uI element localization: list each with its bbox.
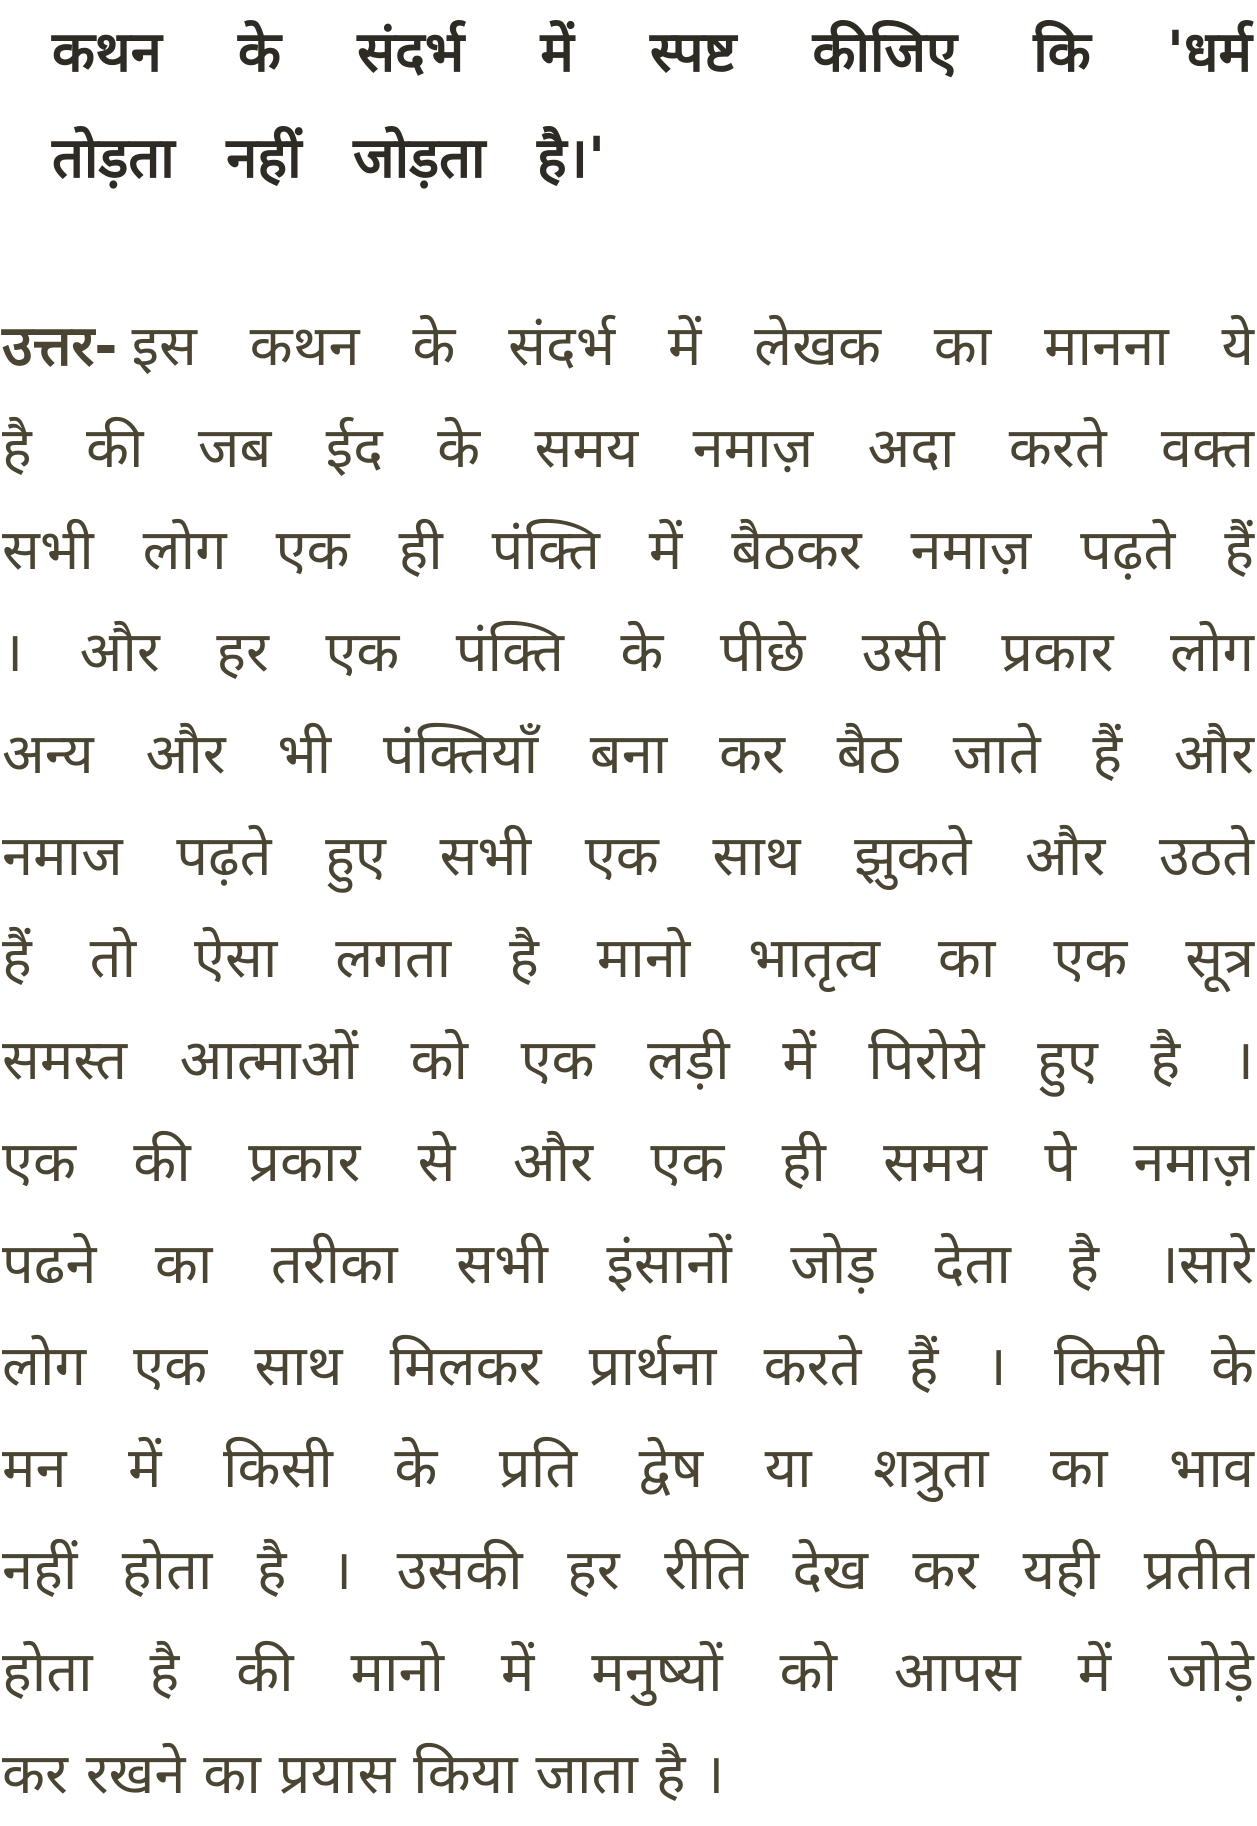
answer-line-4: । और हर एक पंक्ति के पीछे उसी प्रकार लोग [2, 620, 1254, 685]
answer-line-8: समस्त आत्माओं को एक लड़ी में पिरोये हुए है । [2, 1028, 1254, 1093]
answer-line-5: अन्य और भी पंक्तियाँ बना कर बैठ जाते हैं और [2, 722, 1254, 787]
answer-line-1-text: इस कथन के संदर्भ में लेखक का मानना ये [131, 314, 1254, 379]
answer-line-11: लोग एक साथ मिलकर प्रार्थना करते हैं । किसी के [2, 1334, 1254, 1399]
answer-line-7: हैं तो ऐसा लगता है मानो भातृत्व का एक सूत्र [2, 926, 1254, 991]
answer-label: उत्तर- [2, 314, 118, 379]
answer-text [2, 296, 1254, 1826]
answer-line-14: होता है की मानो में मनुष्यों को आपस में जोड़े [2, 1640, 1254, 1705]
answer-line-15: कर रखने का प्रयास किया जाता है । [2, 1742, 725, 1807]
answer-line-9: एक की प्रकार से और एक ही समय पे नमाज़ [2, 1130, 1254, 1195]
question-text [52, 0, 1252, 212]
answer-line-6: नमाज पढ़ते हुए सभी एक साथ झुकते और उठते [2, 824, 1254, 889]
answer-line-1 [2, 296, 1254, 398]
answer-line-2: है की जब ईद के समय नमाज़ अदा करते वक्त [2, 416, 1254, 481]
answer-line-3: सभी लोग एक ही पंक्ति में बैठकर नमाज़ पढ़ते हैं [2, 518, 1254, 583]
question-line-1: कथन के संदर्भ में स्पष्ट कीजिए कि 'धर्म [52, 20, 1252, 85]
answer-line-13: नहीं होता है । उसकी हर रीति देख कर यही प्रतीत [2, 1538, 1254, 1603]
answer-line-10: पढने का तरीका सभी इंसानों जोड़ देता है ।सारे [2, 1232, 1254, 1297]
answer-line-12: मन में किसी के प्रति द्वेष या शत्रुता का भाव [2, 1436, 1254, 1501]
question-line-2: तोड़ता नहीं जोड़ता है।' [52, 126, 606, 191]
